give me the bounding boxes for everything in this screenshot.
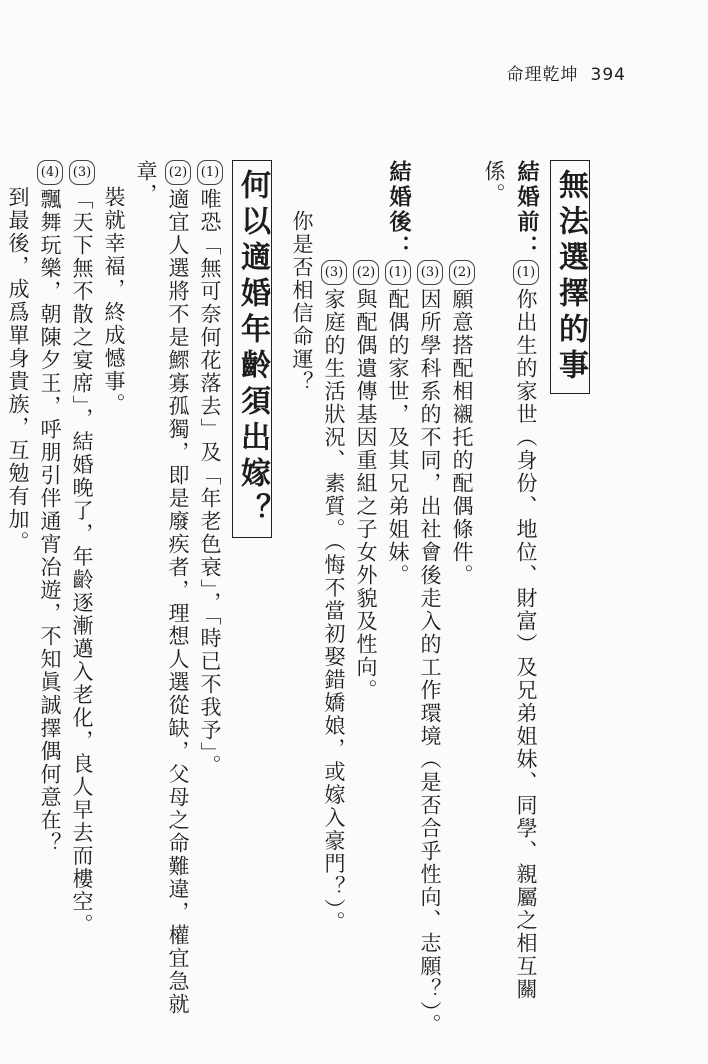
item-number: (3)	[69, 160, 95, 185]
section-heading-2-column	[226, 160, 272, 1040]
item-number: (1)	[513, 260, 539, 285]
after-marriage-row-3	[318, 160, 350, 1040]
reason-item-4: 飄舞玩樂，朝陳夕王，呼朋引伴通宵冶遊，不知眞誠擇偶何意在？	[38, 188, 62, 855]
reason-item-2-continued: 裝就幸福，終成憾事。	[102, 186, 126, 416]
after-marriage-row-1	[382, 160, 414, 1040]
after-marriage-item-3: 家庭的生活狀況、素質。（悔不當初娶錯嬌娘，或嫁入豪門？）。	[322, 288, 346, 934]
reason-row-2	[130, 160, 194, 1040]
after-marriage-label: 結婚後：	[386, 160, 411, 260]
reason-row-4	[34, 160, 66, 1040]
item-number: (1)	[197, 160, 223, 185]
fate-question: 你是否相信命運？	[290, 210, 314, 394]
before-marriage-row-2	[446, 160, 478, 1040]
before-marriage-item-1: 你出生的家世（身份、地位、財富）及兄弟姐妹、同學、親屬之相互關係。	[482, 160, 538, 1001]
question-row	[286, 160, 318, 1040]
before-marriage-item-3: 因所學科系的不同，出社會後走入的工作環境（是否合乎性向、志願？）。	[418, 288, 442, 1037]
reason-item-3: 「天下無不散之宴席」，結婚晚了，年齡逐漸邁入老化，良人早去而樓空。	[70, 188, 94, 937]
page-header	[507, 60, 626, 85]
page-number: 394	[590, 65, 626, 85]
page-body	[6, 160, 590, 1040]
reason-row-1	[194, 160, 226, 1040]
before-marriage-row-1	[478, 160, 542, 1040]
after-marriage-row-2	[350, 160, 382, 1040]
section-heading-2: 何以適婚年齡須出嫁？	[232, 160, 272, 538]
reason-item-2: 適宜人選將不是鰥寡孤獨，即是廢疾者，理想人選從缺，父母之命難違，權宜急就章，	[134, 160, 190, 1016]
section-heading-1-column	[542, 160, 590, 1040]
item-number: (2)	[165, 160, 191, 185]
after-marriage-item-1: 配偶的家世，及其兄弟姐妹。	[386, 288, 410, 587]
reason-row-3	[66, 160, 98, 1040]
item-number: (4)	[37, 160, 63, 185]
section-heading-1: 無法選擇的事	[550, 160, 590, 394]
reason-row-2-cont	[98, 160, 130, 1040]
reason-item-1: 唯恐「無可奈何花落去」及「年老色衰」，「時已不我予」。	[198, 188, 222, 778]
before-marriage-row-3	[414, 160, 446, 1040]
after-marriage-item-2: 與配偶遺傳基因重組之子女外貌及性向。	[354, 288, 378, 702]
book-title: 命理乾坤	[506, 65, 579, 85]
before-marriage-label: 結婚前：	[514, 160, 539, 260]
item-number: (2)	[353, 260, 379, 285]
item-number: (2)	[449, 260, 475, 285]
item-number: (3)	[321, 260, 347, 285]
before-marriage-item-2: 願意搭配相襯托的配偶條件。	[450, 288, 474, 587]
reason-item-4-continued: 到最後，成爲單身貴族，互勉有加。	[6, 186, 30, 554]
item-number: (3)	[417, 260, 443, 285]
reason-row-4-cont	[2, 160, 34, 1040]
item-number: (1)	[385, 260, 411, 285]
